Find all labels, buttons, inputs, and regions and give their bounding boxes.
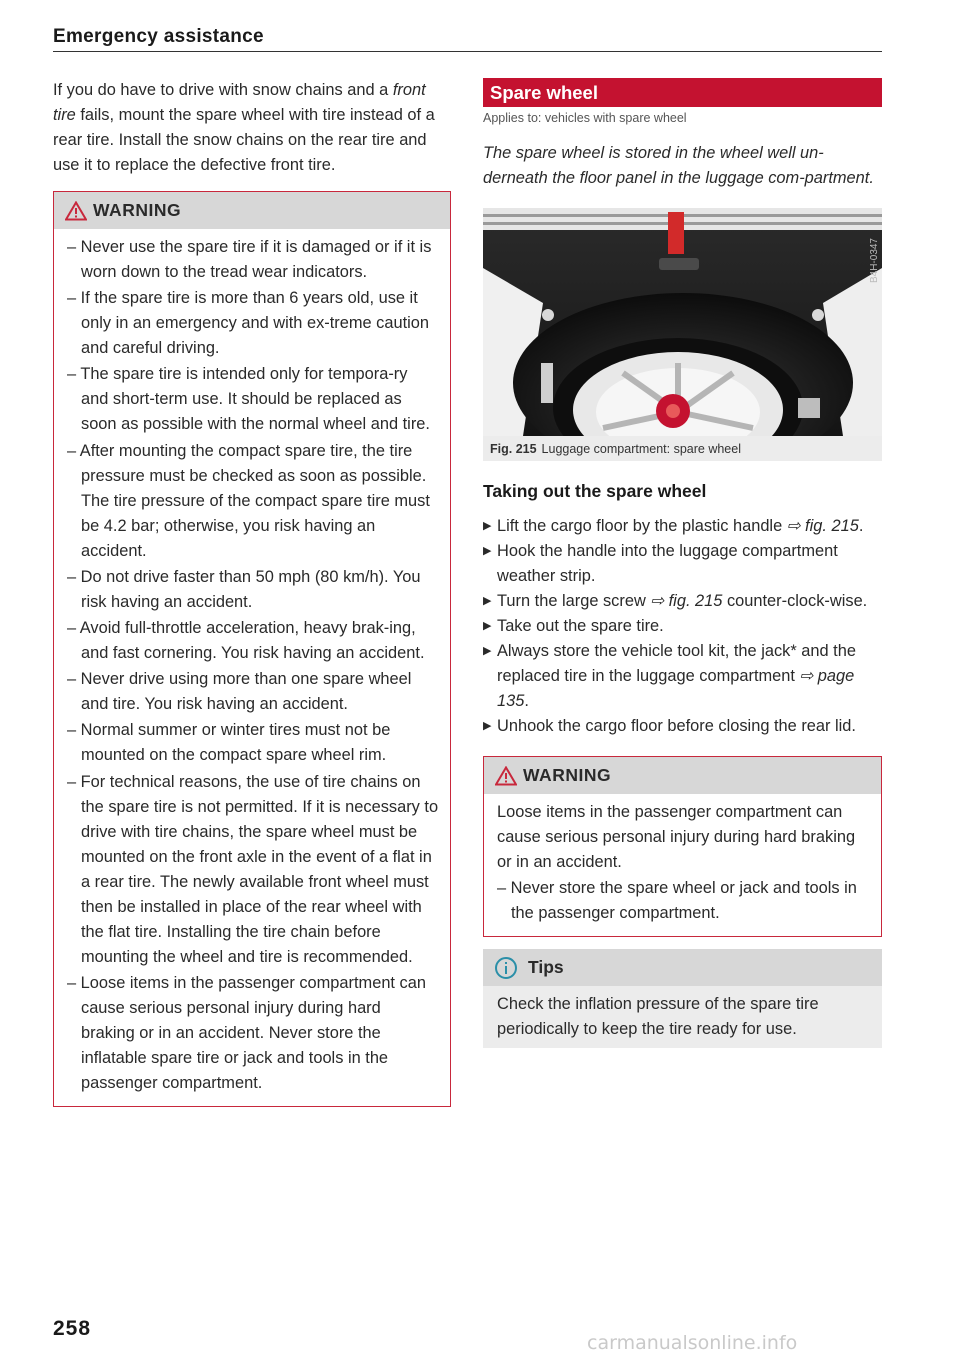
tips-title: Tips [528,957,564,978]
step-text: Turn the large screw [497,592,651,610]
applies-to-note: Applies to: vehicles with spare wheel [483,111,687,125]
warning-item: – Avoid full-throttle acceleration, heavy brak-ing, and fast cornering. You risk having an accident. [67,618,425,662]
warning-box-right [483,756,882,937]
step-item [483,639,882,714]
step-text: Lift the cargo floor by the plastic handle [497,517,783,535]
cross-reference-link[interactable]: ⇨ page 135 [497,667,855,710]
page-number: 258 [53,1317,92,1340]
subheading: Taking out the spare wheel [483,481,707,501]
warning-item: – After mounting the compact spare tire, the tire pressure must be checked as soon as possible. The tire pressure of the compact spare tire must be 4.2 bar; otherwise, you risk having an accident. [67,441,430,560]
steps-list [483,514,882,739]
step-item [483,589,882,614]
warning-item: – Never use the spare tire if it is damaged or if it is worn down to the tread wear indicators. [67,238,432,281]
bullet-arrow-icon: ▶ [483,520,492,532]
warning-item: – Do not drive faster than 50 mph (80 km/h). You risk having an accident. [67,567,421,611]
warning-item: – If the spare tire is more than 6 years old, use it only in an emergency and with ex-treme caution and careful driving. [67,289,430,358]
bullet-arrow-icon: ▶ [483,620,492,632]
page-header-title: Emergency assistance [53,26,264,47]
spare-wheel-illustration [483,208,882,436]
figure-caption-text: Luggage compartment: spare wheel [541,441,741,456]
section-title: Spare wheel [490,81,598,103]
intro-text-1: If you do have to drive with snow chains and a [53,81,389,99]
info-icon [494,956,518,980]
step-item [483,539,882,589]
warning-title: WARNING [93,200,182,220]
step-item [483,514,882,539]
bullet-arrow-icon: ▶ [483,720,492,732]
tips-header [483,949,882,986]
spare-wheel-figure [483,208,882,436]
warning-item-right: – Never store the spare wheel or jack and tools in the passenger compartment. [497,879,857,922]
intro-text-2: fails, mount the spare wheel with tire instead of a rear tire. Install the snow chains on the rear tire and use it to replace the defective front tire. [53,106,435,174]
warning-list [67,235,439,1096]
warning-item: – Normal summer or winter tires must not be mounted on the compact spare wheel rim. [67,721,391,765]
warning-triangle-icon [495,766,517,786]
tips-box [483,949,882,1048]
cross-reference-link[interactable]: ⇨ fig. 215 [650,592,723,610]
warning-item: – For technical reasons, the use of tire chains on the spare tire is not permitted. If it is necessary to drive with tire chains, the spare wheel must be mounted on the front axle in the event of a flat in a rear tire. The newly available front wheel must then be installed in place of the rear wheel with the flat tire. Installing the tire chain before mounting the wheel and tire is recommended. [67,772,439,966]
cross-reference-link[interactable]: ⇨ fig. 215 [786,517,859,535]
step-text: Unhook the cargo floor before closing the rear lid. [497,717,856,735]
bullet-arrow-icon: ▶ [483,645,492,657]
warning-list-right [497,876,870,926]
bullet-arrow-icon: ▶ [483,545,492,557]
header-rule [53,51,882,52]
step-item [483,714,882,739]
right-column [483,78,882,1048]
left-column [53,78,451,1107]
watermark: carmanualsonline.info [587,1332,798,1354]
figure-caption [483,436,882,461]
figure-label: Fig. 215 [490,441,537,456]
bullet-arrow-icon: ▶ [483,595,492,607]
section-title-bar [483,78,882,107]
warning-header [54,192,450,229]
warning-item: – Never drive using more than one spare wheel and tire. You risk having an accident. [67,670,412,714]
step-text: Take out the spare tire. [497,617,664,635]
figure-code: B4H-0347 [869,238,880,284]
step-text-suffix: . [524,692,529,710]
tips-text: Check the inflation pressure of the spare tire periodically to keep the tire ready for use. [497,995,819,1039]
step-text-suffix: counter-clock-wise. [722,592,868,610]
lead-paragraph: The spare wheel is stored in the wheel well un-derneath the floor panel in the luggage com-partment. [483,144,874,187]
intro-paragraph [53,78,451,178]
step-item [483,614,882,639]
warning-body-right [484,794,881,936]
step-text: Always store the vehicle tool kit, the jack* and the replaced tire in the luggage compartment [497,642,856,685]
warning-box-left [53,191,451,1107]
warning-item: – Loose items in the passenger compartment can cause serious personal injury during hard braking or in an accident. Never store the inflatable spare tire or jack and tools in the passenger compartment. [67,973,426,1092]
warning-text-right: Loose items in the passenger compartment can cause serious personal injury during hard braking or in an accident. [497,803,856,871]
intro-emphasis: front tire [53,81,426,124]
warning-triangle-icon [65,201,87,221]
warning-header-right [484,757,881,794]
warning-body [54,229,450,1106]
step-text-suffix: . [858,517,864,535]
step-text: Hook the handle into the luggage compartment weather strip. [497,542,838,585]
warning-item: – The spare tire is intended only for tempora-ry and short-term use. It should be replaced as soon as possible with the normal wheel and tire. [67,365,430,434]
warning-title-right: WARNING [523,765,612,785]
